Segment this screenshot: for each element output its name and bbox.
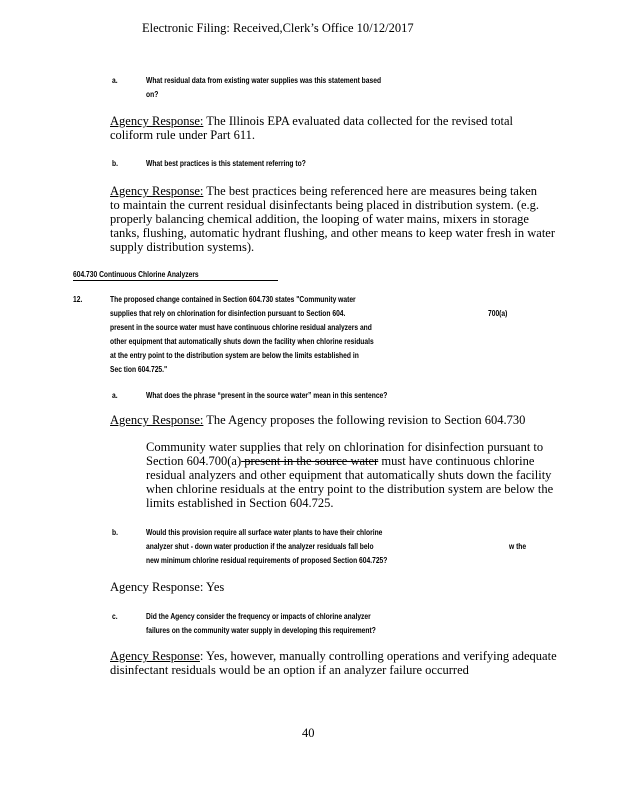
quote-line: limits established in Section 604.725.: [146, 496, 334, 510]
question-text-line: What best practices is this statement referring to?: [146, 158, 306, 168]
quote-line: residual analyzers and other equipment that automatically shuts down the facility: [146, 468, 552, 482]
question-text-line: analyzer shut - down water production if the analyzer residuals fall belo: [146, 541, 374, 551]
quote-text: Section 604.700(a): [146, 454, 242, 468]
question-text-line: supplies that rely on chlorination for disinfection pursuant to Section 604.: [110, 308, 346, 318]
response-text-line: tanks, flushing, automatic hydrant flushing, and other means to keep water fresh in water: [110, 226, 556, 240]
question-text-line: failures on the community water supply in developing this requirement?: [146, 625, 376, 635]
section-heading: 604.730 Continuous Chlorine Analyzers: [73, 269, 199, 279]
response-text: The Agency proposes the following revision to Section 604.730: [203, 413, 526, 427]
response-label: Agency Response:: [110, 580, 204, 594]
response-text: Yes: [203, 580, 225, 594]
quote-text: must have continuous chlorine: [378, 454, 535, 468]
question-text-line: Did the Agency consider the frequency or impacts of chlorine analyzer: [146, 611, 371, 621]
agency-response: [110, 580, 224, 595]
response-text-line: properly balancing chemical addition, the looping of water mains, mixers in storage: [110, 212, 529, 226]
question-text-fragment: 700(a): [488, 308, 508, 318]
agency-response: [110, 114, 513, 129]
section-underline: [73, 280, 278, 281]
question-text-line: What residual data from existing water supplies was this statement based: [146, 75, 382, 85]
question-text-line: other equipment that automatically shuts down the facility when chlorine residuals: [110, 336, 374, 346]
response-text-line: disinfectant residuals would be an option if an analyzer failure occurred: [110, 663, 469, 677]
response-text-line: coliform rule under Part 611.: [110, 128, 255, 142]
filing-header: Electronic Filing: Received,Clerk’s Office 10/12/2017: [142, 21, 414, 35]
response-text: The Illinois EPA evaluated data collected for the revised total: [203, 114, 514, 128]
response-label: Agency Response: [110, 649, 200, 663]
question-text-line: The proposed change contained in Section 604.730 states "Community water: [110, 294, 356, 304]
response-text-line: supply distribution systems).: [110, 240, 255, 254]
quote-line: [146, 454, 534, 469]
agency-response: [110, 413, 525, 428]
question-letter: a.: [112, 390, 118, 400]
response-text: : Yes, however, manually controlling operations and verifying adequate: [199, 649, 557, 663]
question-text-line: Would this provision require all surface water plants to have their chlorine: [146, 527, 383, 537]
page-number: 40: [302, 726, 315, 740]
response-text-line: to maintain the current residual disinfectants being placed in distribution system. (e.g.: [110, 198, 540, 212]
question-letter: b.: [112, 527, 118, 537]
agency-response: [110, 184, 537, 199]
question-text-line: Sec tion 604.725.": [110, 364, 168, 374]
question-text-line: new minimum chlorine residual requirements of proposed Section 604.725?: [146, 555, 388, 565]
response-text: The best practices being referenced here are measures being taken: [203, 184, 538, 198]
question-text-line: on?: [146, 89, 159, 99]
agency-response: [110, 649, 557, 664]
question-text-fragment: w the: [509, 541, 527, 551]
question-letter: b.: [112, 158, 118, 168]
question-letter: a.: [112, 75, 118, 85]
quote-line: Community water supplies that rely on chlorination for disinfection pursuant to: [146, 440, 544, 454]
question-letter: c.: [112, 611, 118, 621]
question-text-line: present in the source water must have continuous chlorine residual analyzers and: [110, 322, 372, 332]
question-number: 12.: [73, 294, 83, 304]
question-text-line: at the entry point to the distribution system are below the limits established in: [110, 350, 359, 360]
quote-line: when chlorine residuals at the entry point to the distribution system are below the: [146, 482, 554, 496]
response-label: Agency Response:: [110, 413, 204, 427]
question-text-line: What does the phrase “present in the source water” mean in this sentence?: [146, 390, 388, 400]
response-label: Agency Response:: [110, 184, 204, 198]
struck-text: present in the source water: [241, 454, 379, 468]
response-label: Agency Response:: [110, 114, 204, 128]
